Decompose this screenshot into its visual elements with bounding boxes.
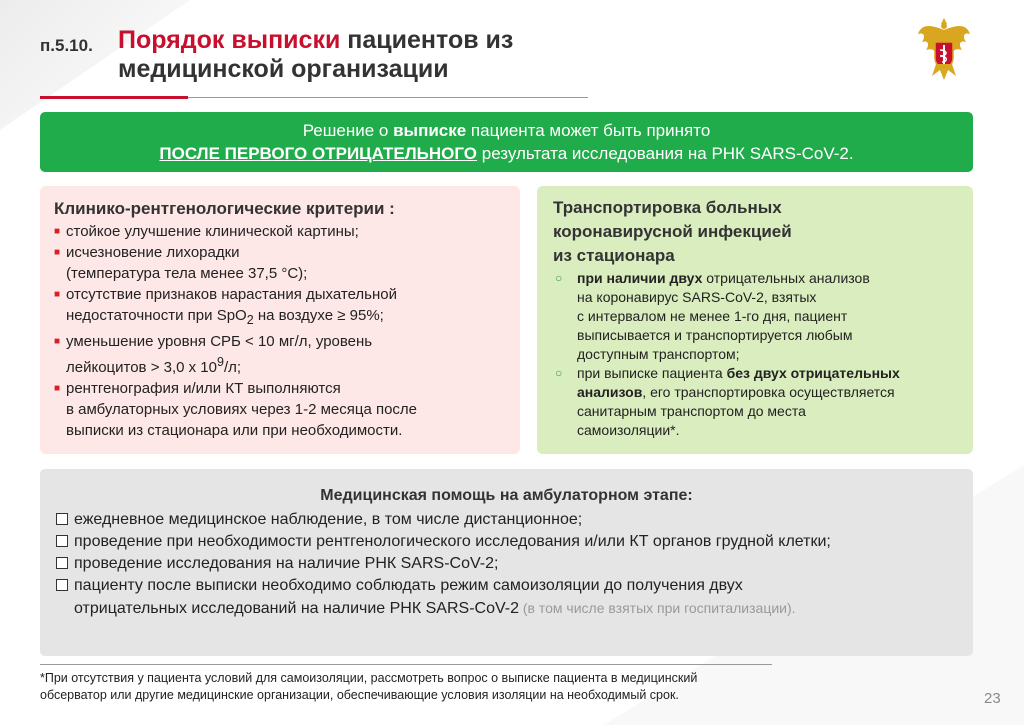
list-item bbox=[54, 378, 506, 441]
title-underline-red bbox=[40, 96, 188, 99]
item-text-cont bbox=[66, 305, 506, 331]
clinical-criteria-list bbox=[54, 221, 506, 441]
banner-text: результата исследования на РНК SARS-CoV-2. bbox=[477, 144, 854, 163]
bullet-circle-icon: ○ bbox=[555, 366, 563, 380]
list-item bbox=[56, 553, 957, 575]
item-line: санитарным транспортом до места bbox=[577, 403, 806, 419]
item-bold: при наличии двух bbox=[577, 270, 703, 286]
list-item bbox=[56, 575, 957, 620]
title-accent: Порядок выписки bbox=[118, 26, 341, 54]
title-underline-gray bbox=[188, 97, 588, 98]
page-title bbox=[118, 26, 678, 84]
clinical-criteria-title: Клинико-рентгенологические критерии : bbox=[54, 199, 395, 218]
ambulatory-care-panel bbox=[40, 469, 973, 656]
item-bold: без двух отрицательных bbox=[726, 365, 900, 381]
item-line bbox=[577, 383, 959, 402]
item-text-cont: в амбулаторных условиях через 1-2 месяца после bbox=[66, 401, 418, 418]
item-text-cont: (температура тела менее 37,5 °С); bbox=[66, 265, 308, 282]
item-line bbox=[577, 269, 959, 288]
item-text-cont bbox=[66, 352, 506, 378]
list-item bbox=[54, 221, 506, 242]
bullet-square-icon: ■ bbox=[54, 383, 61, 394]
bullet-square-icon: ■ bbox=[54, 247, 61, 258]
checkbox-bullet-icon bbox=[56, 513, 68, 525]
item-text: отсутствие признаков нарастания дыхательной bbox=[66, 286, 398, 303]
item-text: проведение исследования на наличие РНК SARS-CoV-2; bbox=[74, 555, 499, 572]
superscript: 9 bbox=[217, 355, 224, 369]
item-bold: анализов bbox=[577, 384, 643, 400]
ambulatory-list bbox=[56, 509, 957, 620]
item-text: уменьшение уровня СРБ < 10 мг/л, уровень bbox=[66, 333, 373, 350]
item-text: ежедневное медицинское наблюдение, в том числе дистанционное; bbox=[74, 511, 583, 528]
discharge-decision-banner bbox=[40, 112, 973, 172]
banner-underlined: ПОСЛЕ ПЕРВОГО ОТРИЦАТЕЛЬНОГО bbox=[159, 144, 478, 163]
item-line bbox=[577, 364, 959, 383]
item-text: стойкое улучшение клинической картины; bbox=[66, 223, 359, 240]
footnote-line: обсерватор или другие медицинские организации, обеспечивающие условия изоляции на необходимый срок. bbox=[40, 688, 679, 702]
item-text-part: недостаточности при SpO bbox=[66, 307, 247, 324]
item-text-part: лейкоцитов > 3,0 х 10 bbox=[66, 359, 217, 376]
transport-panel bbox=[537, 186, 973, 454]
bullet-circle-icon: ○ bbox=[555, 271, 563, 285]
section-number: п.5.10. bbox=[40, 36, 93, 55]
footnote bbox=[40, 670, 820, 704]
item-text: отрицательных анализов bbox=[702, 270, 870, 286]
item-text: пациенту после выписки необходимо соблюдать режим самоизоляции до получения двух bbox=[74, 577, 743, 594]
item-text: отрицательных исследований на наличие РНК SARS-CoV-2 bbox=[74, 600, 519, 617]
title-line: Транспортировка больных bbox=[553, 198, 782, 217]
banner-text: пациента может быть принято bbox=[466, 121, 711, 140]
item-line bbox=[74, 597, 957, 620]
page-number: 23 bbox=[984, 690, 1001, 707]
ambulatory-title: Медицинская помощь на амбулаторном этапе: bbox=[320, 487, 693, 504]
item-text: , его транспортировка осуществляется bbox=[642, 384, 895, 400]
title-line: из стационара bbox=[553, 246, 675, 265]
item-line: самоизоляции*. bbox=[577, 422, 680, 438]
list-item bbox=[54, 284, 506, 331]
list-item bbox=[54, 331, 506, 378]
item-text-cont: выписки из стационара или при необходимости. bbox=[66, 422, 403, 439]
footnote-divider bbox=[40, 664, 772, 665]
item-text: при выписке пациента bbox=[577, 365, 727, 381]
transport-list bbox=[553, 269, 959, 440]
transport-title bbox=[553, 196, 959, 268]
banner-text: Решение о bbox=[302, 121, 394, 140]
item-line: на коронавирус SARS-CoV-2, взятых bbox=[577, 289, 817, 305]
subscript: 2 bbox=[246, 313, 254, 327]
checkbox-bullet-icon bbox=[56, 535, 68, 547]
title-line: коронавирусной инфекцией bbox=[553, 222, 792, 241]
list-item bbox=[553, 269, 959, 364]
bullet-square-icon: ■ bbox=[54, 226, 61, 237]
item-line: выписывается и транспортируется любым bbox=[577, 327, 853, 343]
bullet-square-icon: ■ bbox=[54, 289, 61, 300]
item-line: с интервалом не менее 1-го дня, пациент bbox=[577, 308, 848, 324]
item-text: проведение при необходимости рентгенологического исследования и/или КТ органов грудной клетки; bbox=[74, 533, 831, 550]
list-item bbox=[56, 531, 957, 553]
item-line: доступным транспортом; bbox=[577, 346, 740, 362]
banner-line-2 bbox=[40, 142, 973, 165]
checkbox-bullet-icon bbox=[56, 557, 68, 569]
item-text: рентгенография и/или КТ выполняются bbox=[66, 380, 341, 397]
item-note: (в том числе взятых при госпитализации). bbox=[518, 600, 796, 616]
bullet-square-icon: ■ bbox=[54, 336, 61, 347]
item-text-part: на воздухе ≥ 95%; bbox=[253, 307, 384, 324]
item-text: исчезновение лихорадки bbox=[66, 244, 240, 261]
title-rest: пациентов из медицинской организации bbox=[118, 26, 514, 83]
list-item bbox=[54, 242, 506, 284]
clinical-criteria-panel bbox=[40, 186, 520, 454]
list-item bbox=[56, 509, 957, 531]
banner-bold: выписке bbox=[393, 121, 467, 140]
footnote-line: *При отсутствия у пациента условий для самоизоляции, рассмотреть вопрос о выписке пациента в медицинский bbox=[40, 671, 698, 685]
emblem-icon bbox=[914, 14, 974, 84]
banner-line-1 bbox=[40, 119, 973, 142]
item-text-part: /л; bbox=[223, 359, 242, 376]
checkbox-bullet-icon bbox=[56, 579, 68, 591]
list-item bbox=[553, 364, 959, 440]
